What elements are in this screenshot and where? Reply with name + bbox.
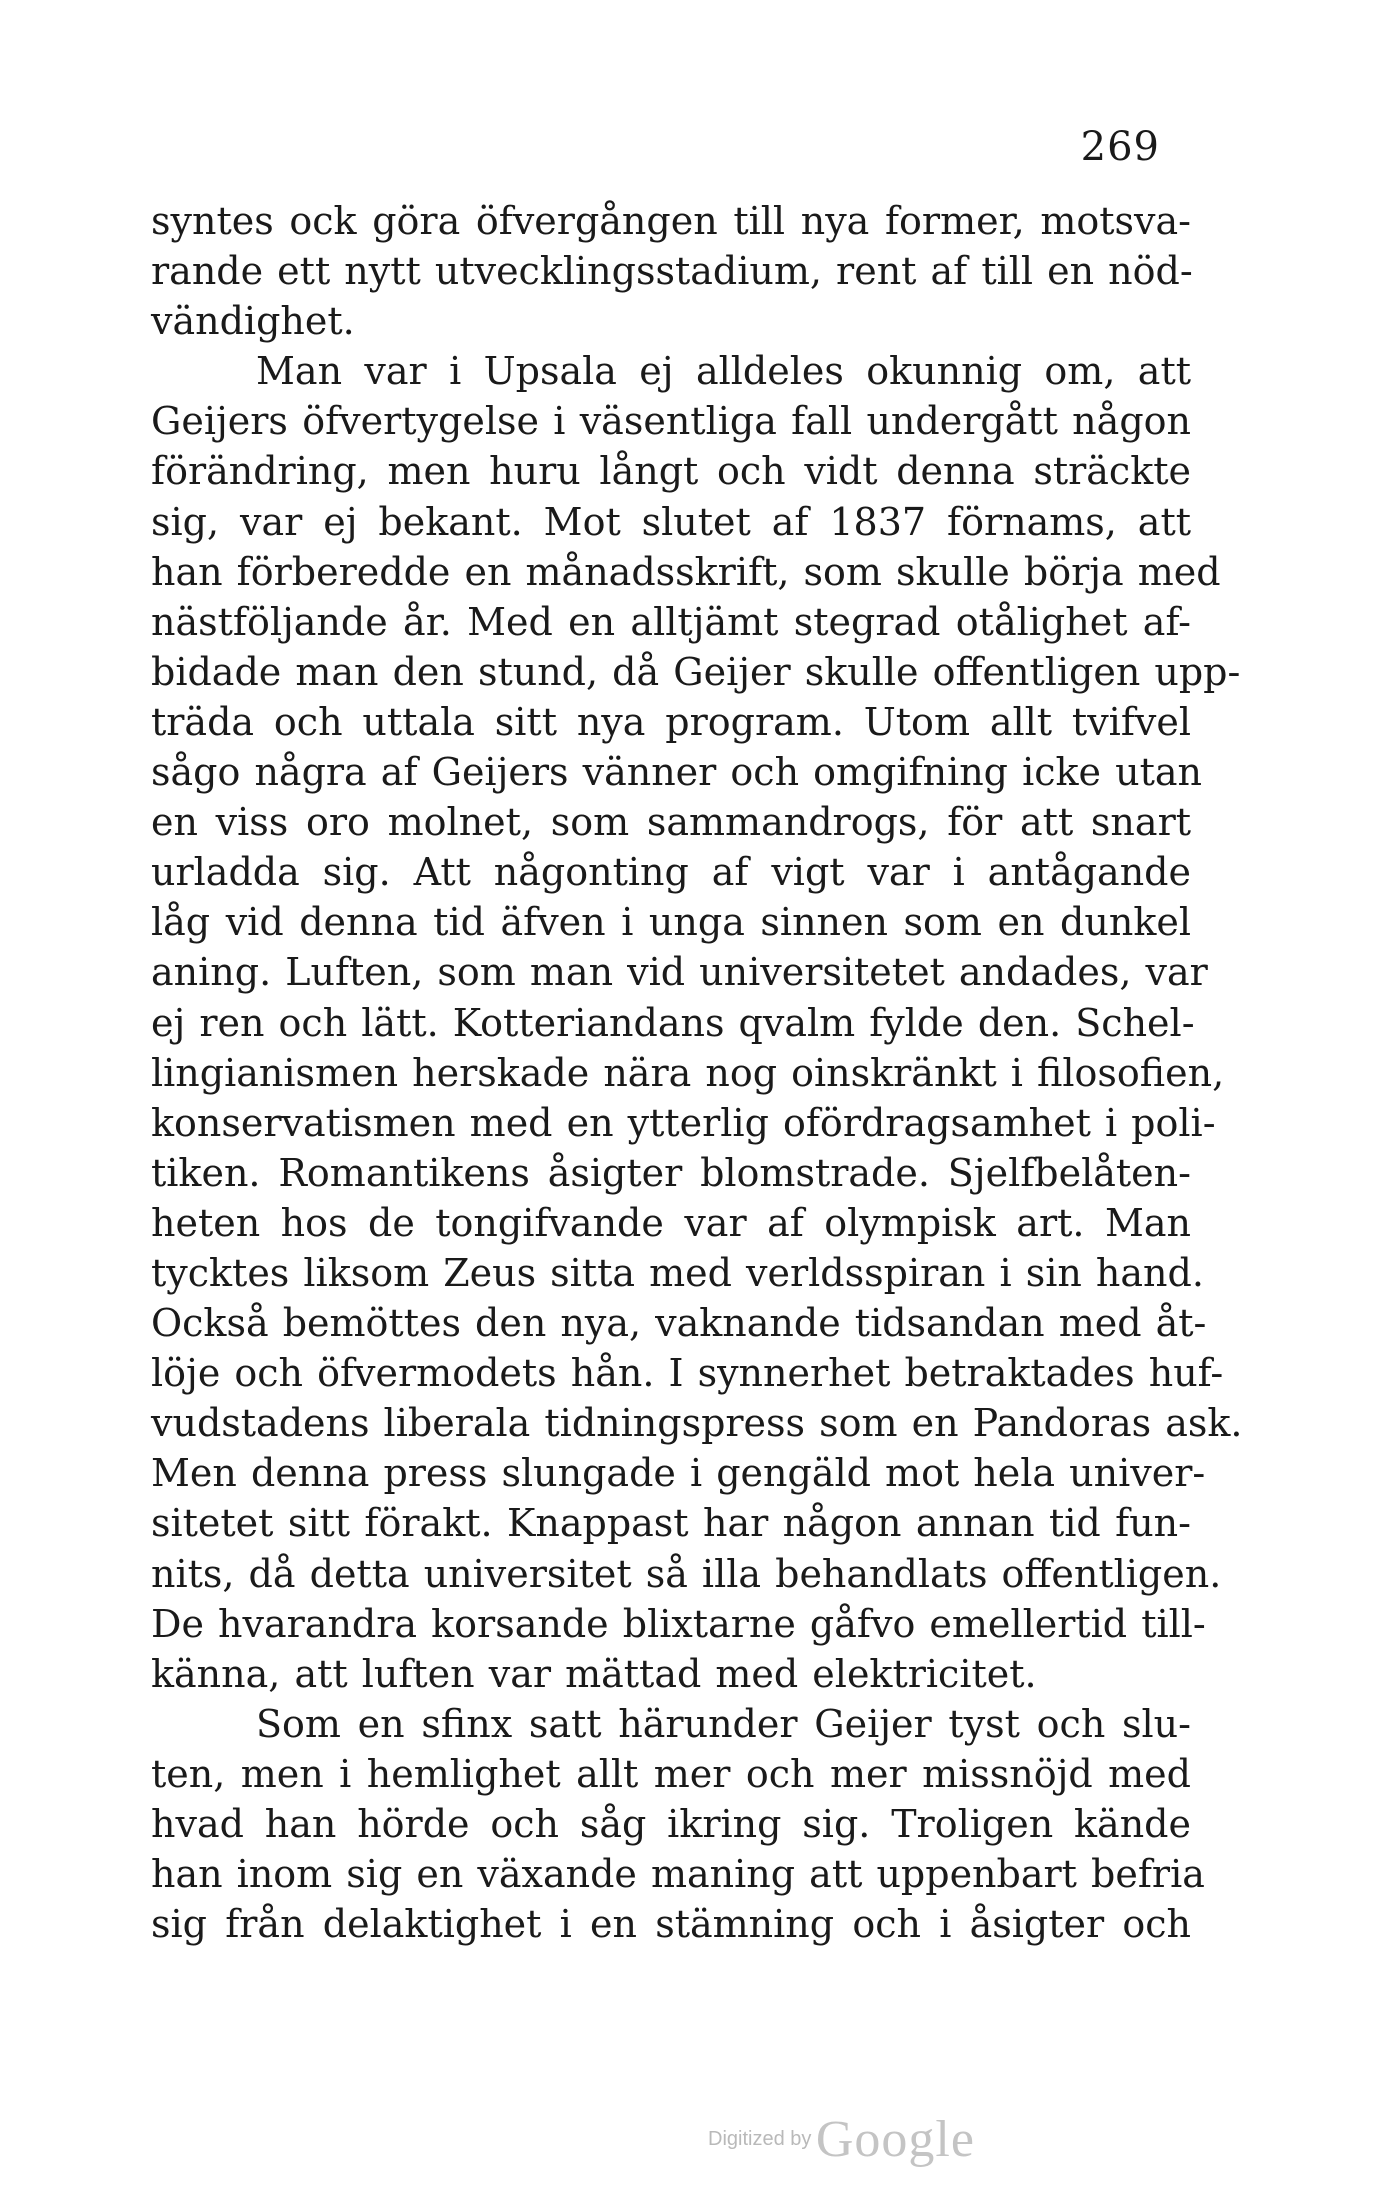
text-line: vändighet. (151, 299, 355, 344)
page-number: 269 (1080, 124, 1160, 170)
text-line: lingianismen herskade nära nog oinskränkt i filosofien, (151, 1050, 1225, 1095)
text-line: nits, då detta universitet så illa behandlats offentligen. (151, 1551, 1222, 1596)
text-line: låg vid denna tid äfven i unga sinnen som en dunkel (151, 900, 1191, 945)
text-line: en viss oro molnet, som sammandrogs, för att snart (151, 800, 1191, 845)
text-line: känna, att luften var mättad med elektricitet. (151, 1651, 1037, 1696)
text-line: hvad han hörde och såg ikring sig. Troligen kände (151, 1802, 1191, 1846)
text-line: sitetet sitt förakt. Knappast har någon annan tid fun- (151, 1501, 1191, 1546)
text-line: förändring, men huru långt och vidt denna sträckte (151, 449, 1191, 494)
text-line: sågo några af Geijers vänner och omgifning icke utan (151, 750, 1202, 795)
text-line: Som en sfinx satt härunder Geijer tyst och slu- (256, 1701, 1191, 1746)
text-line: han inom sig en växande maning att uppenbart befria (151, 1852, 1205, 1897)
body-text (151, 196, 1243, 1949)
digitized-watermark (708, 2110, 975, 2169)
google-logo: Google (815, 2111, 975, 2168)
text-line: bidade man den stund, då Geijer skulle offentligen upp- (151, 649, 1241, 694)
text-line: Men denna press slungade i gengäld mot hela univer- (151, 1451, 1206, 1496)
text-line: vudstadens liberala tidningspress som en Pandoras ask. (151, 1401, 1243, 1446)
text-line: rande ett nytt utvecklingsstadium, rent af till en nöd- (151, 249, 1193, 294)
text-line: nästföljande år. Med en alltjämt stegrad otålighet af- (151, 599, 1191, 644)
text-line: sig från delaktighet i en stämning och i åsigter och (151, 1902, 1191, 1947)
text-line: Geijers öfvertygelse i väsentliga fall undergått någon (151, 399, 1191, 444)
text-line: urladda sig. Att någonting af vigt var i antågande (151, 850, 1191, 895)
text-line: ten, men i hemlighet allt mer och mer missnöjd med (151, 1751, 1191, 1796)
text-line: De hvarandra korsande blixtarne gåfvo emellertid till- (151, 1601, 1206, 1646)
text-line: Också bemöttes den nya, vaknande tidsandan med åt- (151, 1301, 1207, 1346)
text-line: tiken. Romantikens åsigter blomstrade. Sjelfbelåten- (151, 1150, 1191, 1195)
text-line: löje och öfvermodets hån. I synnerhet betraktades huf- (151, 1351, 1224, 1396)
text-line: syntes ock göra öfvergången till nya former, motsva- (151, 199, 1191, 243)
text-line: han förberedde en månadsskrift, som skulle börja med (151, 549, 1221, 594)
watermark-prefix: Digitized by (708, 2128, 812, 2150)
text-line: sig, var ej bekant. Mot slutet af 1837 förnams, att (151, 499, 1191, 544)
text-line: tycktes liksom Zeus sitta med verldsspiran i sin hand. (151, 1250, 1204, 1295)
text-line: aning. Luften, som man vid universitetet andades, var (151, 950, 1208, 995)
text-line: träda och uttala sitt nya program. Utom allt tvifvel (151, 699, 1191, 744)
text-line: Man var i Upsala ej alldeles okunnig om, att (256, 349, 1191, 394)
text-line: konservatismen med en ytterlig ofördragsamhet i poli- (151, 1100, 1216, 1145)
text-line: ej ren och lätt. Kotteriandans qvalm fylde den. Schel- (151, 1000, 1195, 1045)
text-line: heten hos de tongifvande var af olympisk art. Man (151, 1200, 1191, 1245)
